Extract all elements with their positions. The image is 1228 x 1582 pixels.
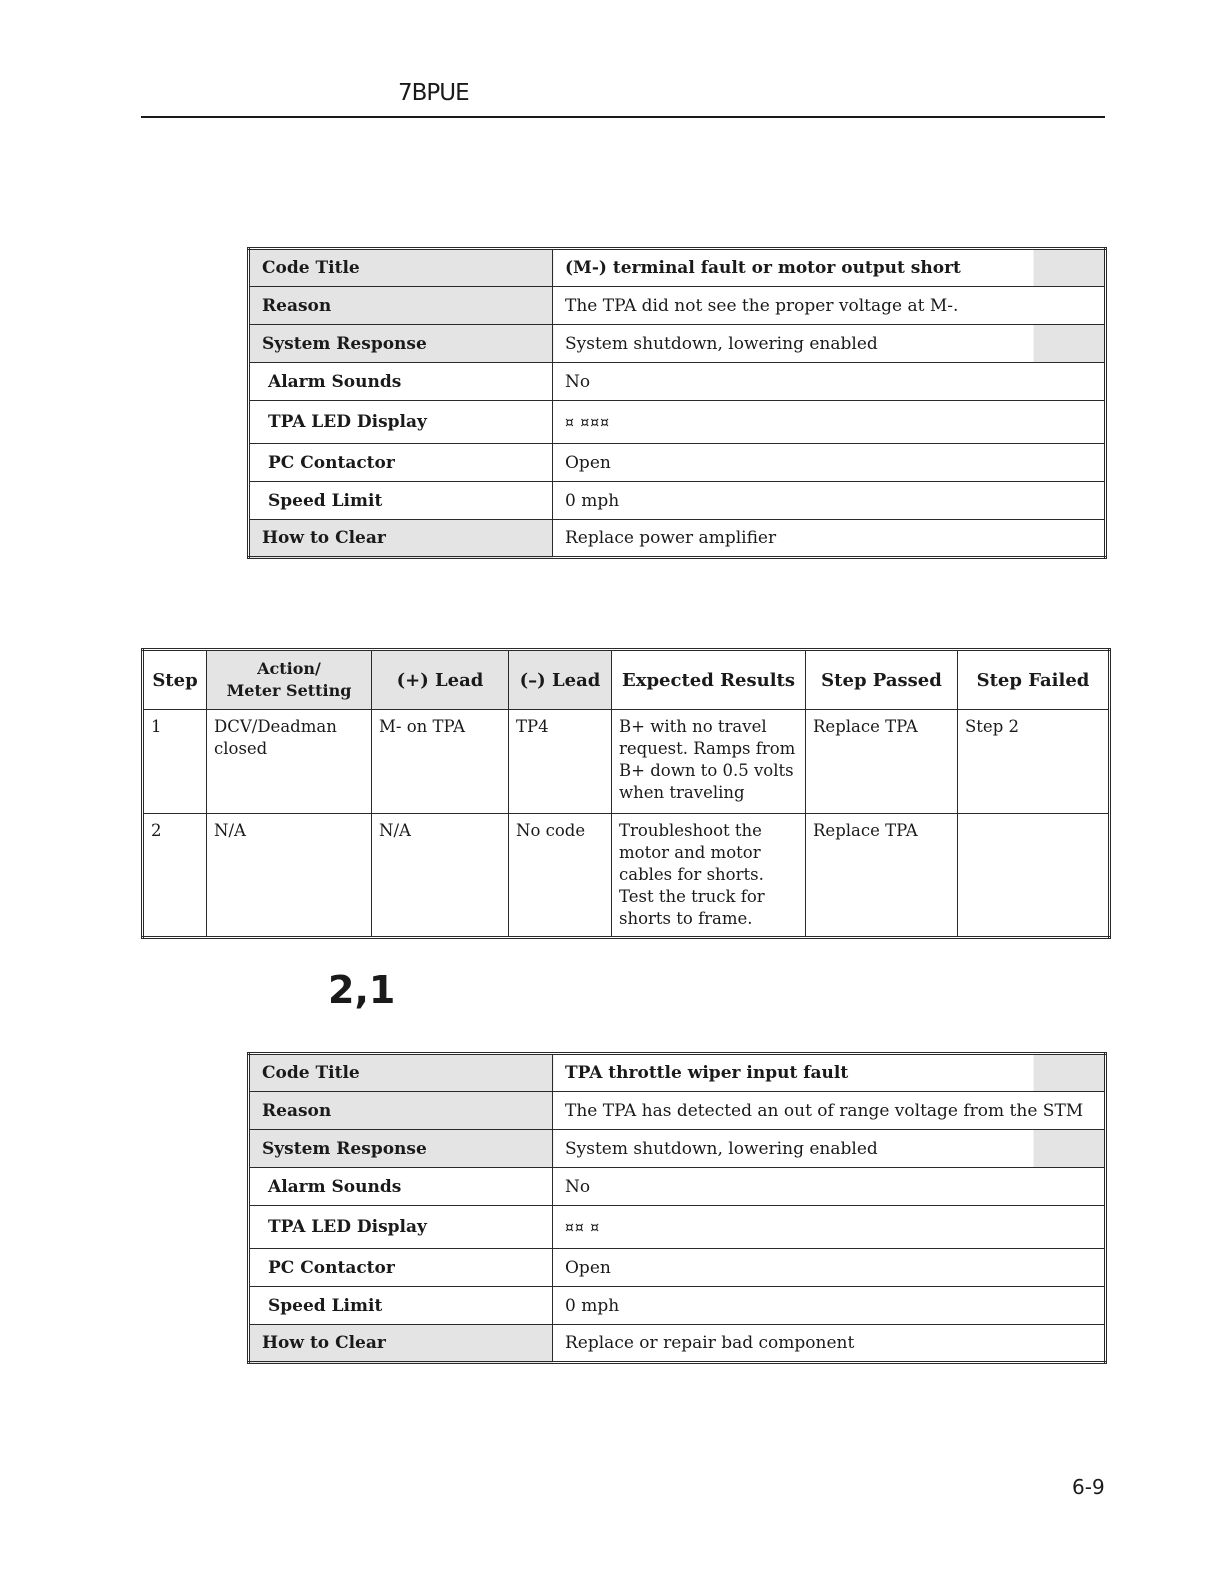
- alarm-sounds-label: Alarm Sounds: [249, 1168, 553, 1206]
- system-response-label: System Response: [249, 1130, 553, 1168]
- step-number: 1: [143, 710, 207, 814]
- code-title-label: Code Title: [249, 249, 553, 287]
- pc-contactor-label: PC Contactor: [249, 1249, 553, 1287]
- step-minus-lead: TP4: [509, 710, 612, 814]
- code-title-value: (M-) terminal fault or motor output short: [553, 249, 1106, 287]
- table-row: [143, 710, 1110, 814]
- pc-contactor-row: [249, 444, 1106, 482]
- alarm-sounds-row: [249, 1168, 1106, 1206]
- how-to-clear-label: How to Clear: [249, 520, 553, 558]
- step-expected-results: B+ with no travel request. Ramps from B+ down to 0.5 volts when traveling: [612, 710, 806, 814]
- page-number: 6-9: [1072, 1475, 1105, 1499]
- step-table-header-row: [143, 650, 1110, 710]
- step-passed: Replace TPA: [806, 710, 958, 814]
- step-action: N/A: [207, 814, 372, 938]
- tpa-led-value: ¤¤ ¤: [565, 1220, 601, 1236]
- tpa-led-row: [249, 401, 1106, 444]
- system-response-value: System shutdown, lowering enabled: [553, 325, 1106, 363]
- how-to-clear-value: Replace or repair bad component: [553, 1325, 1106, 1363]
- tpa-led-row: [249, 1206, 1106, 1249]
- system-response-value: System shutdown, lowering enabled: [553, 1130, 1106, 1168]
- step-failed: Step 2: [958, 710, 1110, 814]
- tpa-led-label: TPA LED Display: [249, 401, 553, 444]
- how-to-clear-value: Replace power amplifier: [553, 520, 1106, 558]
- step-minus-lead: No code: [509, 814, 612, 938]
- minus-lead-header: (–) Lead: [509, 650, 612, 710]
- how-to-clear-row: [249, 1325, 1106, 1363]
- step-plus-lead: N/A: [372, 814, 509, 938]
- plus-lead-header: (+) Lead: [372, 650, 509, 710]
- tpa-led-label: TPA LED Display: [249, 1206, 553, 1249]
- step-plus-lead: M- on TPA: [372, 710, 509, 814]
- page-header-title: 7BPUE: [398, 80, 469, 106]
- speed-limit-row: [249, 1287, 1106, 1325]
- step-expected-results: Troubleshoot the motor and motor cables for shorts. Test the truck for shorts to frame.: [612, 814, 806, 938]
- reason-row: [249, 1092, 1106, 1130]
- code-table-2: [247, 1052, 1107, 1364]
- how-to-clear-label: How to Clear: [249, 1325, 553, 1363]
- table-row: [143, 814, 1110, 938]
- action-header-line2: Meter Setting: [226, 681, 352, 700]
- step-action: DCV/Deadman closed: [207, 710, 372, 814]
- pc-contactor-value: Open: [553, 1249, 1106, 1287]
- reason-label: Reason: [249, 1092, 553, 1130]
- step-passed-header: Step Passed: [806, 650, 958, 710]
- code-table-1: [247, 247, 1107, 559]
- action-meter-header: [207, 650, 372, 710]
- system-response-row: [249, 325, 1106, 363]
- alarm-sounds-value: No: [553, 363, 1106, 401]
- reason-row: [249, 287, 1106, 325]
- step-failed: [958, 814, 1110, 938]
- code-title-value: TPA throttle wiper input fault: [553, 1054, 1106, 1092]
- step-failed-header: Step Failed: [958, 650, 1110, 710]
- reason-value: The TPA has detected an out of range voltage from the STM: [553, 1092, 1106, 1130]
- how-to-clear-row: [249, 520, 1106, 558]
- header-rule: [141, 116, 1105, 118]
- speed-limit-value: 0 mph: [553, 1287, 1106, 1325]
- code-title-row: [249, 249, 1106, 287]
- pc-contactor-row: [249, 1249, 1106, 1287]
- tpa-led-value: ¤ ¤¤¤: [565, 415, 611, 431]
- section-heading-code: 2,1: [328, 968, 396, 1012]
- speed-limit-row: [249, 482, 1106, 520]
- pc-contactor-label: PC Contactor: [249, 444, 553, 482]
- speed-limit-value: 0 mph: [553, 482, 1106, 520]
- code-title-label: Code Title: [249, 1054, 553, 1092]
- code-title-row: [249, 1054, 1106, 1092]
- troubleshooting-step-table: [141, 648, 1111, 939]
- expected-results-header: Expected Results: [612, 650, 806, 710]
- system-response-row: [249, 1130, 1106, 1168]
- reason-label: Reason: [249, 287, 553, 325]
- reason-value: The TPA did not see the proper voltage at M-.: [553, 287, 1106, 325]
- pc-contactor-value: Open: [553, 444, 1106, 482]
- step-passed: Replace TPA: [806, 814, 958, 938]
- alarm-sounds-row: [249, 363, 1106, 401]
- alarm-sounds-value: No: [553, 1168, 1106, 1206]
- step-header: Step: [143, 650, 207, 710]
- system-response-label: System Response: [249, 325, 553, 363]
- speed-limit-label: Speed Limit: [249, 482, 553, 520]
- step-number: 2: [143, 814, 207, 938]
- speed-limit-label: Speed Limit: [249, 1287, 553, 1325]
- alarm-sounds-label: Alarm Sounds: [249, 363, 553, 401]
- action-header-line1: Action/: [257, 659, 321, 678]
